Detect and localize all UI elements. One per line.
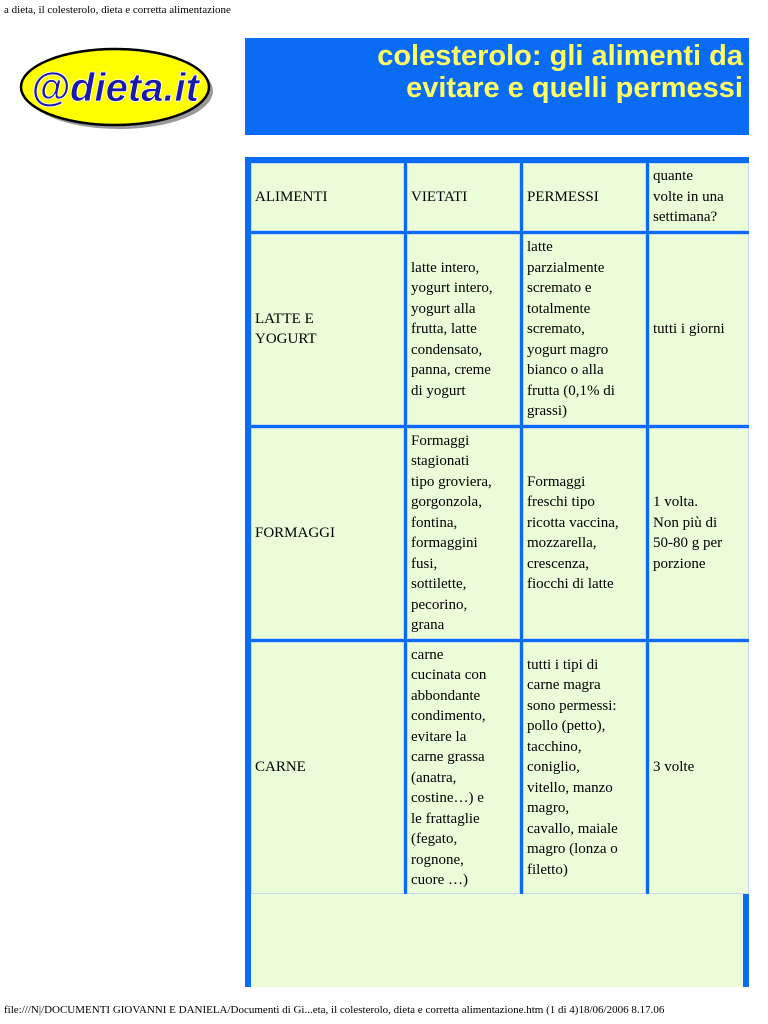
logo-text: @dieta.it [31,66,199,110]
table-row-formaggi [251,428,749,639]
dieta-logo [18,44,216,132]
frequency-cell: 1 volta. Non più di 50-80 g per porzione [649,428,749,639]
food-table [248,160,752,897]
allowed-cell: latte parzialmente scremato e totalmente scremato, yogurt magro bianco o alla frutta (0,1% di grassi) [523,234,646,425]
forbidden-cell: latte intero, yogurt intero, yogurt alla frutta, latte condensato, panna, creme di yogurt [407,234,520,425]
table-row-carne [251,642,749,894]
table-header-row [251,163,749,231]
allowed-cell: Formaggi freschi tipo ricotta vaccina, mozzarella, crescenza, fiocchi di latte [523,428,646,639]
header-cell-frequency: quante volte in una settimana? [649,163,749,231]
page-header-title: a dieta, il colesterolo, dieta e corretta alimentazione [4,4,231,16]
page-footer-path: file:///N|/DOCUMENTI GIOVANNI E DANIELA/Documenti di Gi...eta, il colesterolo, dieta e corretta alimentazione.htm (1 di 4)18/06/2006 8.17.06 [4,1004,665,1016]
banner-title-line-1: colesterolo: gli alimenti da [377,40,743,72]
frequency-cell: tutti i giorni [649,234,749,425]
banner-title-line-2: evitare e quelli permessi [406,72,743,104]
title-banner [245,38,749,135]
table-row-latte-yogurt [251,234,749,425]
header-cell-permessi: PERMESSI [523,163,646,231]
forbidden-cell: Formaggi stagionati tipo groviera, gorgonzola, fontina, formaggini fusi, sottilette, pecorino, grana [407,428,520,639]
table-continuation-cell [251,894,743,987]
food-cell: CARNE [251,642,404,894]
header-cell-alimenti: ALIMENTI [251,163,404,231]
allowed-cell: tutti i tipi di carne magra sono permessi: pollo (petto), tacchino, coniglio, vitello, manzo magro, cavallo, maiale magro (lonza o filetto) [523,642,646,894]
forbidden-cell: carne cucinata con abbondante condimento, evitare la carne grassa (anatra, costine…) e le frattaglie (fegato, rognone, cuore …) [407,642,520,894]
food-cell: FORMAGGI [251,428,404,639]
frequency-cell: 3 volte [649,642,749,894]
food-cell: LATTE E YOGURT [251,234,404,425]
food-table-container [245,157,749,987]
header-cell-vietati: VIETATI [407,163,520,231]
